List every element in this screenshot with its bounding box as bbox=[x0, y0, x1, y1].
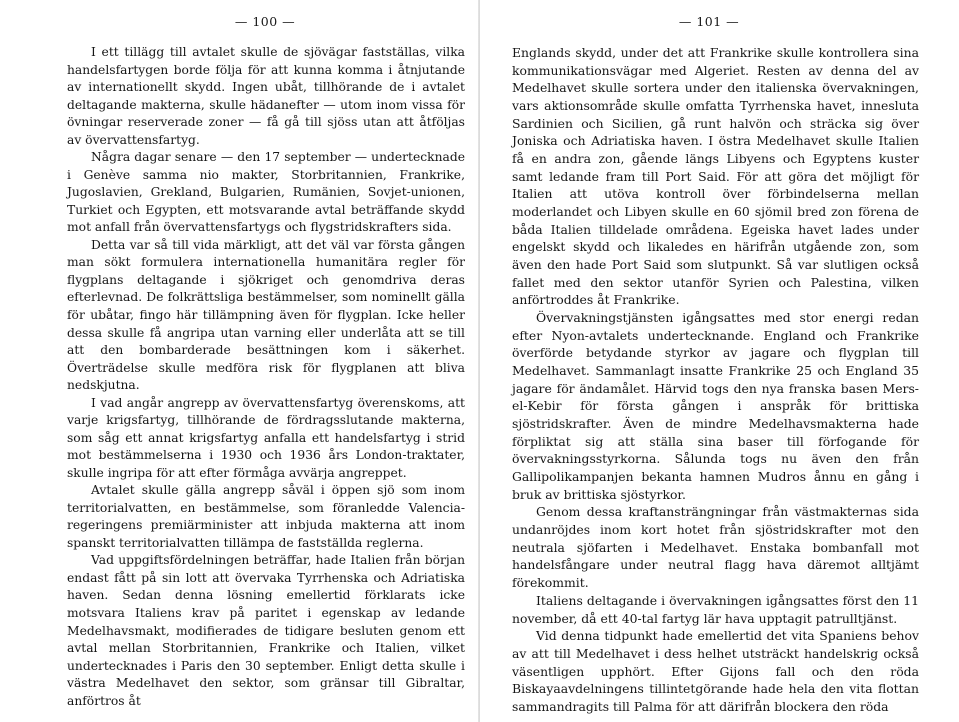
paragraph: Några dagar senare — den 17 september — undertecknade i Genève samma nio makter, Storbritannien, Frankrike, Jugoslavien, Grekland, Bulgarien, Rumänien, Sovjet-unionen, Turkiet och Egypten, ett motsvarande avtal beträffande skydd mot anfall från övervattensfartygs och flygstridskrafters sida. bbox=[67, 150, 465, 235]
paragraph: Genom dessa kraftansträngningar från västmakternas sida undanröjdes inom kort hotet från sjöstridskrafter mot den neutrala sjöfarten i Medelhavet. Enstaka bombanfall mot handelsfångare under neutral flagg hava däremot alltjämt förekommit. bbox=[512, 504, 919, 591]
page-number-left: — 100 — bbox=[234, 14, 296, 29]
paragraph: Övervakningstjänsten igångsattes med stor energi redan efter Nyon-avtalets undertecknande. England och Frankrike överförde betydande styrkor av jagare och flygplan till Medelhavet. Sammanlagt insatte Frankrike 25 och England 35 jagare för ändamålet. Härvid togs den nya franska basen Mers-el-Kebir för första gången i anspråk för brittiska sjöstridskrafter. Även de mindre Medelhavsmakterna hade förpliktat sig att ställa sina baser till förfogande för övervakningsstyrkorna. Sålunda togs nu även den från Gallipolikampanjen bekanta hamnen Mudros ånnu en gång i bruk av brittiska sjöstyrkor. bbox=[512, 310, 919, 502]
paragraph: I vad angår angrepp av övervattensfartyg överenskoms, att varje krigsfartyg, tillhörande de fördragsslutande makterna, som såg ett annat krigsfartyg anfalla ett handelsfartyg i strid mot bestämmelserna i 1930 och 1936 års London-traktater, skulle ingripa för att efter förmåga avvärja angreppet. bbox=[67, 395, 465, 480]
paragraph: Vid denna tidpunkt hade emellertid det vita Spaniens behov av att till Medelhavet i dess helhet utsträckt handelskrig också väsentligen upphört. Efter Gijons fall och den röda Biskayaavdelningens tillintetgörande hade hela den vita flottan sammandragits till Palma för att därifrån blockera den röda bbox=[512, 628, 919, 714]
paragraph: Englands skydd, under det att Frankrike skulle kontrollera sina kommunikationsvägar med Algeriet. Resten av denna del av Medelhavet skulle sortera under den italienska övervakningen, vars aktionsområde skulle omfatta Tyrrhenska havet, innesluta Sardinien och Sicilien, gå runt halvön och sträcka sig över Joniska och Adriatiska haven. I östra Medelhavet skulle Italien få en andra zon, gående längs Libyens och Egyptens kuster samt ledande fram till Port Said. För att göra det möjligt för Italien att utöva kontroll över förbindelserna mellan moderlandet och Libyen skulle en 60 sjömil bred zon förena de båda Italien tilldelade områdena. Egeiska havet lades under engelskt skydd och likaledes en härifrån utgående zon, som även den hade Port Said som slutpunkt. Så var slutligen också fallet med den sektor utanför Syrien och Palestina, vilken anförtroddes åt Frankrike. bbox=[512, 45, 919, 308]
left-page bbox=[0, 0, 479, 722]
paragraph: I ett tillägg till avtalet skulle de sjövägar fastställas, vilka handelsfartygen borde följa för att kunna komma i åtnjutande av internationellt skydd. Ingen ubåt, tillhörande de i avtalet deltagande makterna, skulle hädanefter — utom inom vissa för övningar reserverade zoner — få gå till sjöss utan att åtföljas av övervattensfartyg. bbox=[67, 45, 465, 147]
left-page-text bbox=[67, 44, 465, 710]
paragraph: Avtalet skulle gälla angrepp såväl i öppen sjö som inom territorialvatten, en bestämmelse, som föranledde Valencia-regeringens premiärminister att inbjuda makterna att inom spanskt territorialvatten tillämpa de fastställda reglerna. bbox=[67, 483, 465, 550]
paragraph: Italiens deltagande i övervakningen igångsattes först den 11 november, då ett 40-tal fartyg lär hava upptagit patrulltjänst. bbox=[512, 592, 919, 626]
right-page-text bbox=[512, 44, 919, 716]
paragraph: Detta var så till vida märkligt, att det väl var första gången man sökt formulera internationella humanitära regler för flygplans deltagande i sjökriget och genomdriva deras efterlevnad. De folkrättsliga bestämmelser, som nominellt gälla för ubåtar, fingo här tillämpning även för flygplan. Icke heller dessa skulle få angripa utan varning eller underlåta att se till att den bombarderade besättningen kom i säkerhet. Överträdelse skulle medföra risk för flygplanen att bliva nedskjutna. bbox=[67, 237, 465, 393]
page-number-right: — 101 — bbox=[678, 14, 740, 29]
right-page bbox=[479, 0, 959, 722]
paragraph: Vad uppgiftsfördelningen beträffar, hade Italien från början endast fått på sin lott att övervaka Tyrrhenska och Adriatiska haven. Sedan denna lösning emellertid förklarats icke motsvara Italiens krav på paritet i egenskap av ledande Medelhavsmakt, modifierades de tidigare besluten genom ett avtal mellan Storbritannien, Frankrike och Italien, vilket undertecknades i Paris den 30 september. Enligt detta skulle i västra Medelhavet den sektor, som gränsar till Gibraltar, anförtros åt bbox=[67, 553, 465, 708]
